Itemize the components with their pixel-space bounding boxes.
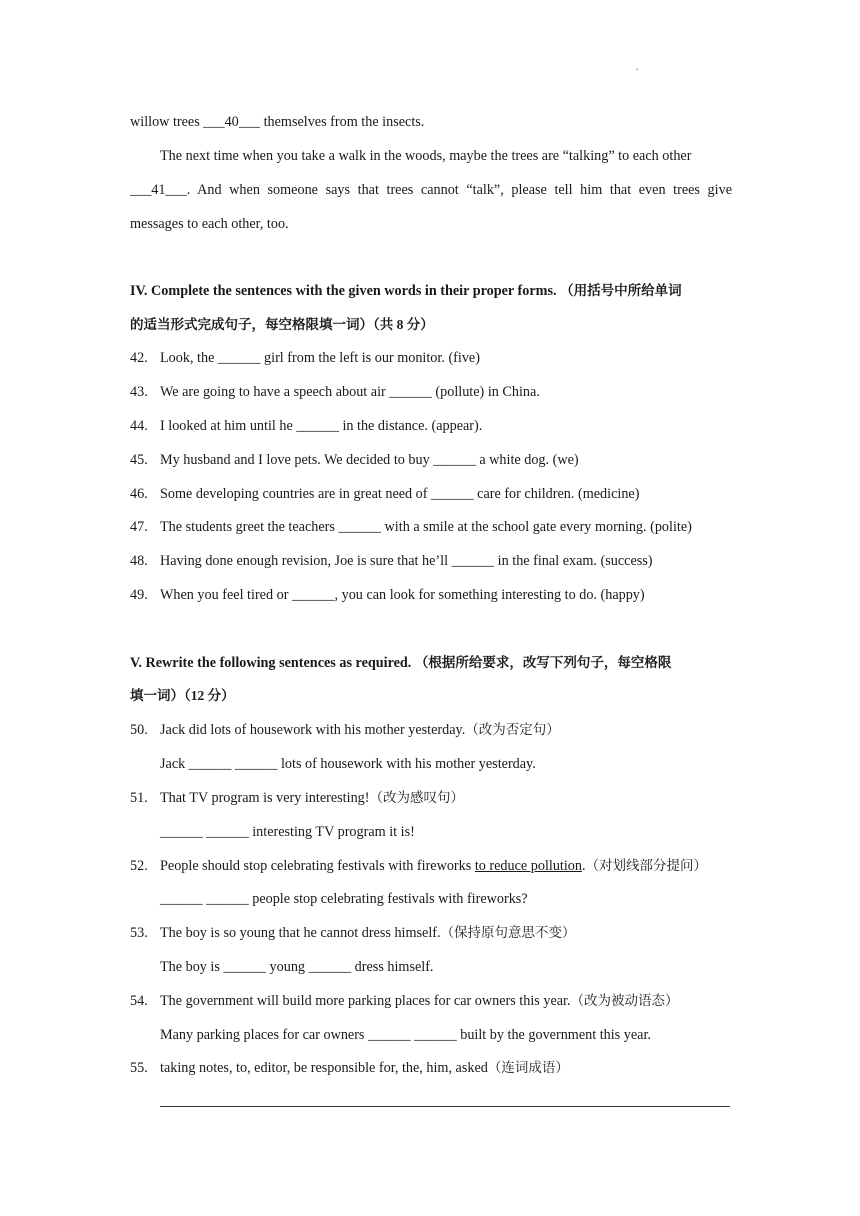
question-text: [160, 924, 576, 942]
question-text: [160, 992, 679, 1010]
underlined-phrase: to reduce pollution: [474, 858, 582, 874]
question-sentence: People should stop celebrating festivals with fireworks: [160, 858, 475, 874]
answer-template: ______ ______ people stop celebrating festivals with fireworks?: [160, 891, 528, 907]
question-number: 45.: [130, 452, 148, 468]
question-sentence: The government will build more parking places for car owners this year.: [160, 993, 571, 1009]
question-sentence: taking notes, to, editor, be responsible for, the, him, asked: [160, 1060, 488, 1076]
question-instruction: （对划线部分提问）: [585, 858, 708, 874]
passage-line: messages to each other, too.: [130, 216, 289, 232]
question-text: My husband and I love pets. We decided to buy ______ a white dog. (we): [160, 452, 579, 468]
question-instruction: （改为感叹句）: [369, 790, 464, 806]
question-number: 43.: [130, 384, 148, 400]
question-text: The students greet the teachers ______ with a smile at the school gate every morning. (polite): [160, 519, 692, 535]
section-heading-cn: （根据所给要求，改写下列句子，每空格限: [414, 655, 672, 671]
question-number: 46.: [130, 486, 148, 502]
question-instruction: （改为否定句）: [465, 722, 560, 738]
answer-template: Many parking places for car owners ______ ______ built by the government this year.: [160, 1027, 651, 1043]
section-heading: [130, 282, 682, 300]
question-text: [160, 857, 707, 875]
question-text: When you feel tired or ______, you can look for something interesting to do. (happy): [160, 587, 645, 603]
question-number: 48.: [130, 553, 148, 569]
answer-template: Jack ______ ______ lots of housework with his mother yesterday.: [160, 756, 536, 772]
question-instruction: （连词成语）: [487, 1060, 569, 1076]
question-text: We are going to have a speech about air ______ (pollute) in China.: [160, 384, 540, 400]
question-number: 51.: [130, 790, 148, 806]
answer-blank-line[interactable]: [160, 1106, 730, 1107]
section-heading: [130, 654, 671, 672]
passage-line: ___41___. And when someone says that trees cannot “talk”, please tell him that even trees give: [130, 182, 732, 198]
question-text: Having done enough revision, Joe is sure that he’ll ______ in the final exam. (success): [160, 553, 653, 569]
passage-line: willow trees ___40___ themselves from the insects.: [130, 114, 425, 130]
question-instruction: （保持原句意思不变）: [440, 925, 576, 941]
question-number: 50.: [130, 722, 148, 738]
section-heading-cn: 填一词）（: [130, 688, 191, 704]
section-heading-cn: 分）: [207, 688, 235, 704]
passage-line: The next time when you take a walk in the woods, maybe the trees are “talking” to each other: [160, 148, 692, 164]
section-points: 8: [393, 317, 407, 332]
question-text: I looked at him until he ______ in the distance. (appear).: [160, 418, 483, 434]
question-number: 54.: [130, 993, 148, 1009]
header-dot: .: [636, 62, 639, 73]
question-number: 53.: [130, 925, 148, 941]
question-text: [160, 789, 464, 807]
question-number: 44.: [130, 418, 148, 434]
question-number: 42.: [130, 350, 148, 366]
section-heading-cn: 的适当形式完成句子，每空格限填一词）（共: [130, 317, 394, 333]
question-text: Some developing countries are in great need of ______ care for children. (medicine): [160, 486, 640, 502]
question-number: 49.: [130, 587, 148, 603]
question-number: 47.: [130, 519, 148, 535]
question-text: [160, 1059, 569, 1077]
question-number: 52.: [130, 858, 148, 874]
question-number: 55.: [130, 1060, 148, 1076]
question-instruction: （改为被动语态）: [570, 993, 679, 1009]
question-sentence: The boy is so young that he cannot dress himself.: [160, 925, 441, 941]
question-text: [160, 721, 560, 739]
section-heading-cont: [130, 687, 235, 705]
section-points: 12: [190, 688, 208, 703]
question-text: Look, the ______ girl from the left is our monitor. (five): [160, 350, 480, 366]
answer-template: The boy is ______ young ______ dress himself.: [160, 959, 434, 975]
section-heading-cn: （用括号中所给单词: [560, 283, 682, 299]
question-sentence: Jack did lots of housework with his mother yesterday.: [160, 722, 466, 738]
section-heading-en: IV. Complete the sentences with the given words in their proper forms.: [130, 283, 557, 299]
question-sentence: That TV program is very interesting!: [160, 790, 370, 806]
question-sentence-end: .: [582, 858, 586, 874]
section-heading-en: V. Rewrite the following sentences as required.: [130, 655, 412, 671]
section-heading-cont: [130, 316, 434, 334]
section-heading-cn: 分）: [406, 317, 434, 333]
answer-template: ______ ______ interesting TV program it is!: [160, 824, 415, 840]
